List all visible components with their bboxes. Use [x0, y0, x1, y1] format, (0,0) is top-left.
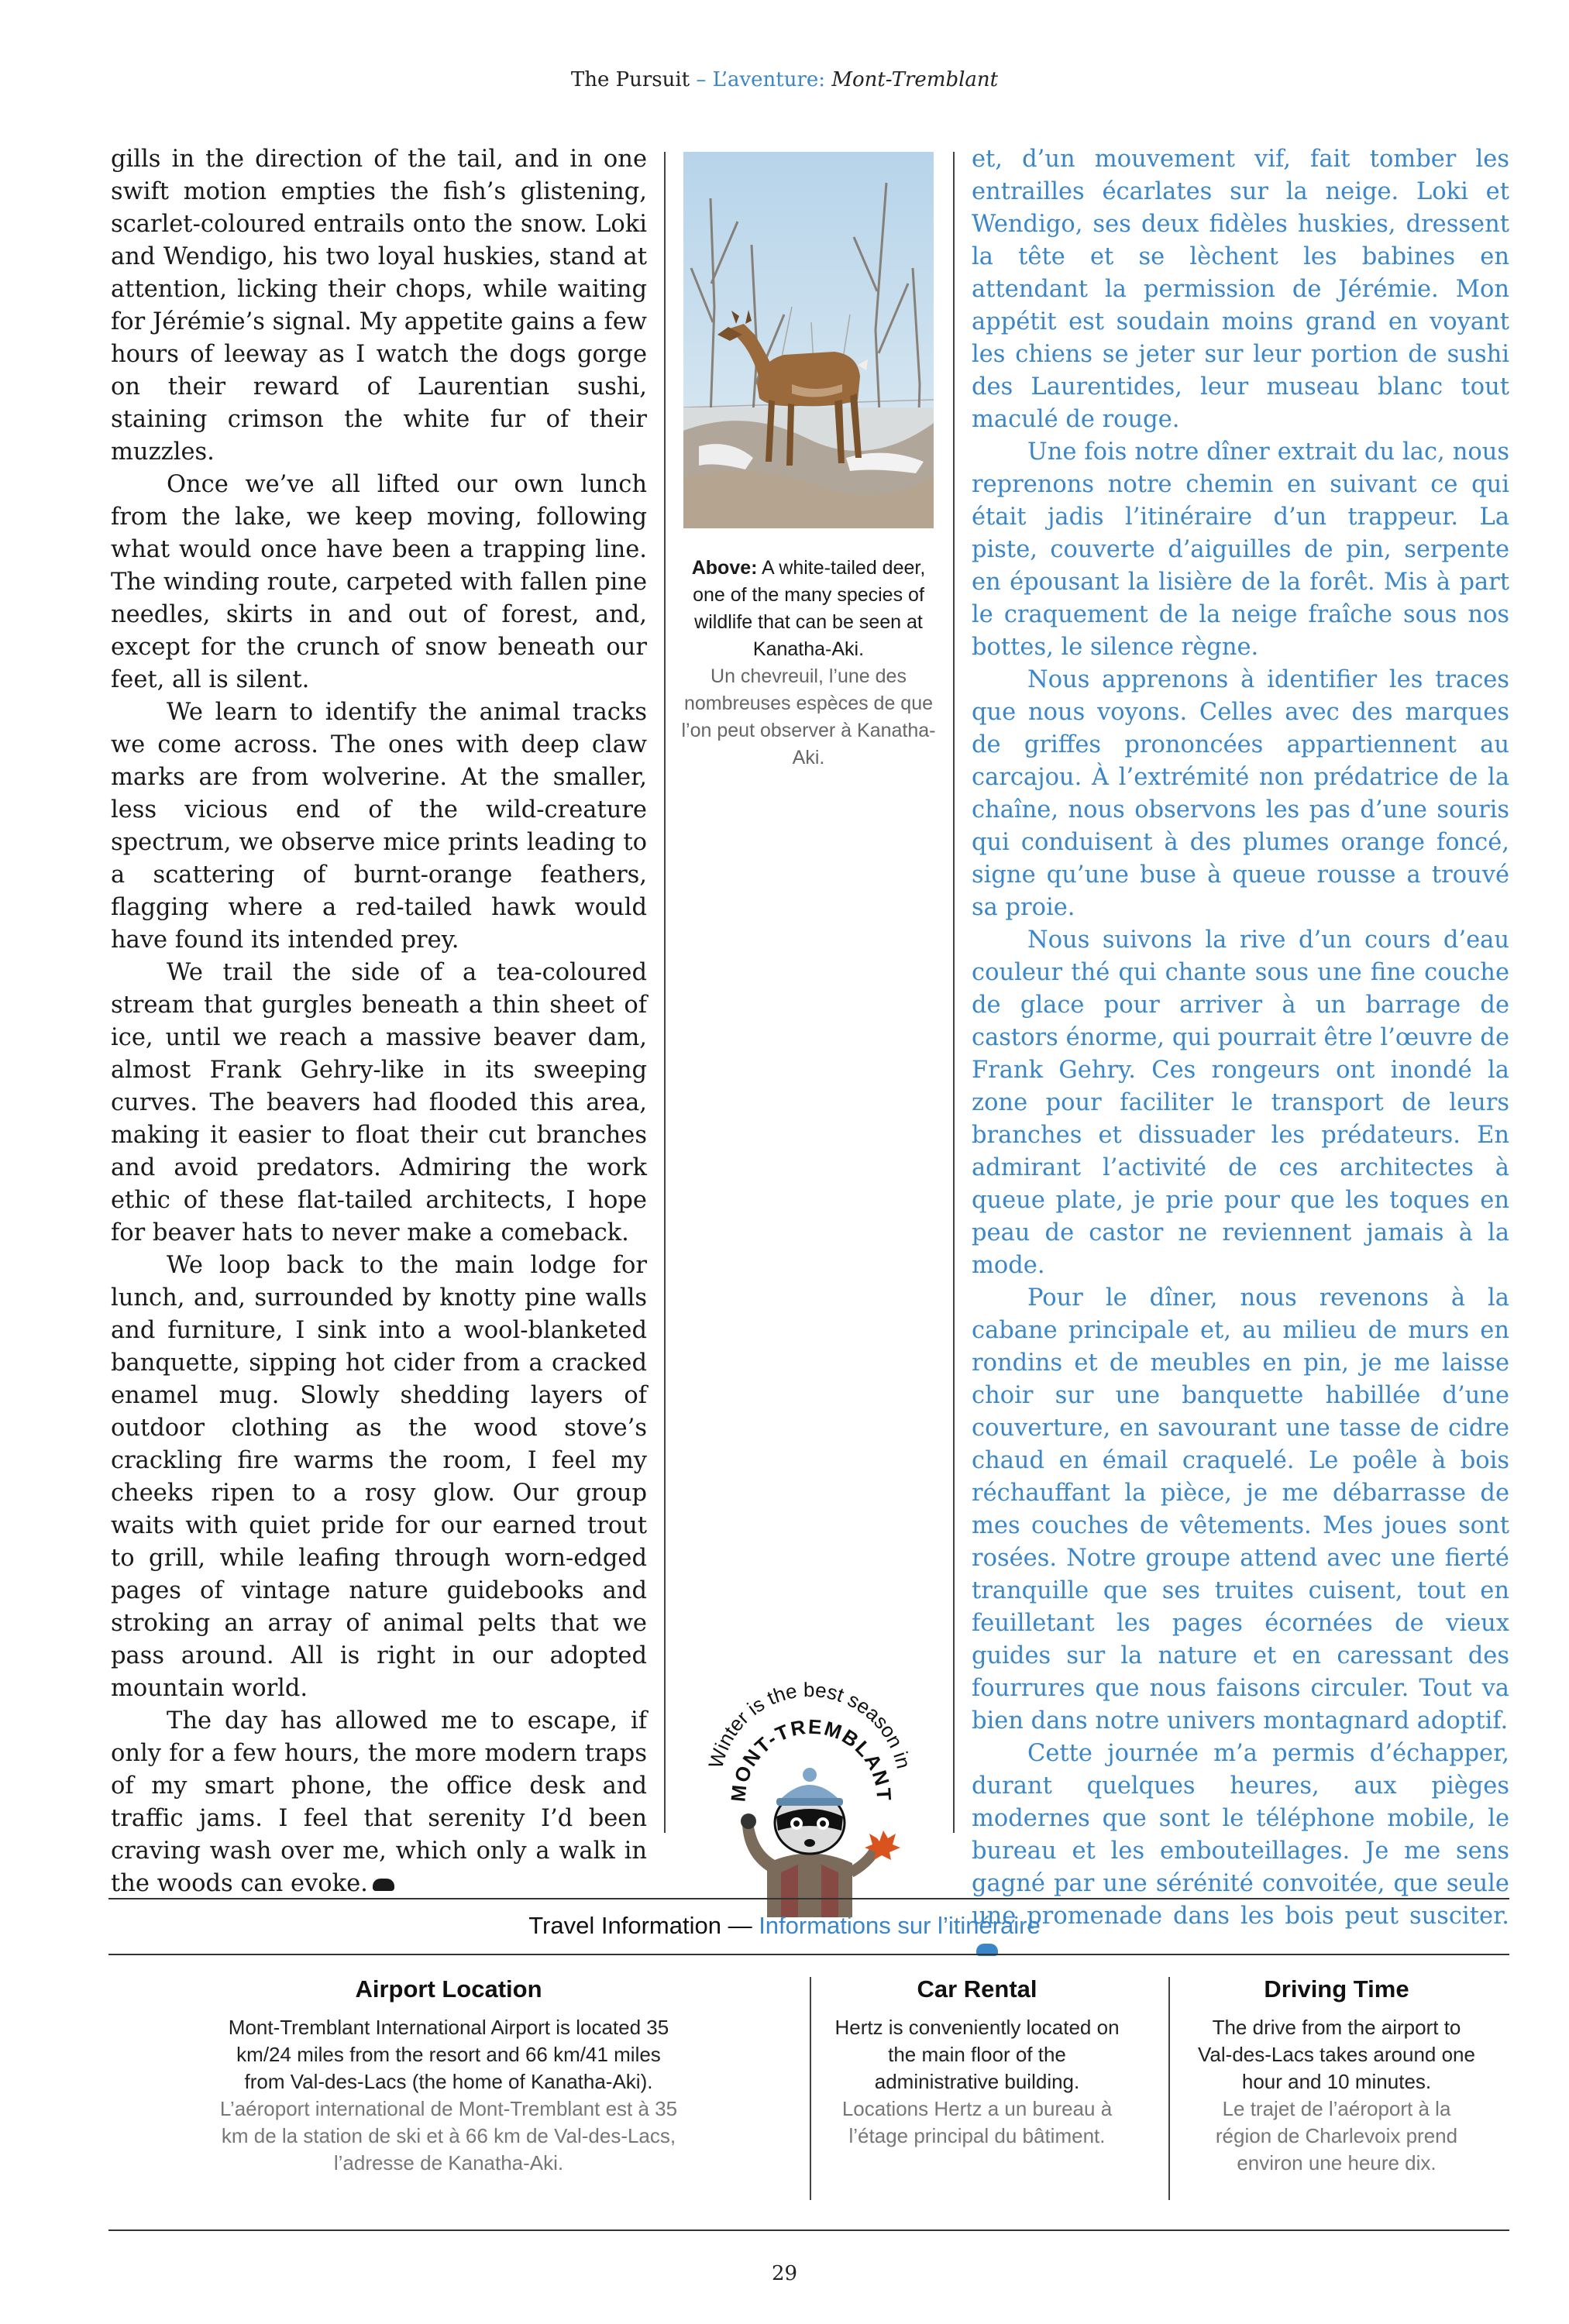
- info-text-en: The drive from the airport to Val-des-Lacs takes around one hour and 10 minutes.: [1198, 2016, 1475, 2093]
- info-text-fr: Locations Hertz a un bureau à l’étage principal du bâtiment.: [841, 2097, 1113, 2147]
- info-text-fr: L’aéroport international de Mont-Tremblant est à 35 km de la station de ski et à 66 km de Val-des-Lacs, l’adresse de Kanatha-Aki.: [219, 2097, 678, 2174]
- info-heading: Driving Time: [1264, 1975, 1409, 2003]
- running-head-title-en: The Pursuit: [570, 68, 690, 91]
- running-head-separator: –: [696, 68, 707, 91]
- info-car-rental: [834, 1975, 1120, 2150]
- article-en-paragraph: We trail the side of a tea-coloured stream that gurgles beneath a thin sheet of ice, until we reach a massive beaver dam, almost Frank Gehry-like in its sweeping curves. The beavers had flooded this area, making it easier to float their cut branches and avoid predators. Admiring the work ethic of these flat-tailed architects, I hope for beaver hats to never make a comeback.: [111, 959, 647, 1246]
- article-fr-paragraph: Nous suivons la rive d’un cours d’eau couleur thé qui chante sous une fine couche de glace pour arriver à un barrage de castors énorme, qui pourrait être l’œuvre de Frank Gehry. Ces rongeurs ont inondé la zone pour faciliter le transport de leurs branches et dissuader les prédateurs. En admirant l’activité de ces architectes à queue plate, je prie pour que les toques en peau de castor ne reviennent jamais à la mode.: [972, 927, 1509, 1279]
- article-en-paragraph: Once we’ve all lifted our own lunch from the lake, we keep moving, following what would once have been a trapping line. The winding route, carpeted with fallen pine needles, skirts in and out of forest, and, except for the crunch of snow beneath our feet, all is silent.: [111, 471, 647, 693]
- info-heading: Airport Location: [355, 1975, 542, 2003]
- info-divider: [1168, 1977, 1170, 2200]
- article-en-paragraph: We loop back to the main lodge for lunch, and, surrounded by knotty pine walls and furniture, I sink into a wool-blanketed banquette, sipping hot cider from a cracked enamel mug. Slowly shedding layers of outdoor clothing as the wood stove’s crackling fire warms the room, I feel my cheeks ripen to a rosy glow. Our group waits with quiet pride for our earned trout to grill, while leafing through worn-edged pages of vintage nature guidebooks and stroking an array of animal pelts that we pass around. All is right in our adopted mountain world.: [111, 1252, 647, 1702]
- info-text-fr: Le trajet de l’aéroport à la région de Charlevoix prend environ une heure dix.: [1215, 2097, 1458, 2174]
- info-heading: Car Rental: [917, 1975, 1037, 2003]
- travel-top-rule: [108, 1898, 1509, 1899]
- photo-caption-en: [680, 555, 937, 663]
- article-fr-paragraph: Nous apprenons à identifier les traces que nous voyons. Celles avec des marques de griffes prononcées appartiennent au carcajou. À l’extrémité non prédatrice de la chaîne, nous observons les pas d’une souris qui conduisent à des plumes orange foncé, signe qu’une buse à queue rousse a trouvé sa proie.: [972, 666, 1509, 921]
- article-fr-paragraph: et, d’un mouvement vif, fait tomber les entrailles écarlates sur la neige. Loki et Wendigo, ses deux fidèles huskies, dressent la tête et se lèchent les babines en attendant la permission de Jérémie. Mon appétit est soudain moins grand en voyant les chiens se jeter sur leur portion de sushi des Laurentides, leur museau blanc tout maculé de rouge.: [972, 146, 1509, 433]
- article-fr-paragraph: Pour le dîner, nous revenons à la cabane principale et, au milieu de murs en rondins et de meubles en pin, je me laisse choir sur une banquette habillée d’une couverture, en savourant une tasse de cidre chaud en émail craquelé. Le poêle à bois réchauffant la pièce, je me débarrasse de mes couches de vêtements. Mes joues sont rosées. Notre groupe attend avec une fierté tranquille que ses truites cuisent, tout en feuilletant les pages écornées de vieux guides sur la nature et en caressant des fourrures que nous faisons circuler. Tout va bien dans notre univers montagnard adoptif.: [972, 1284, 1509, 1734]
- travel-title-dash: —: [728, 1912, 752, 1939]
- info-airport-location: [218, 1975, 679, 2177]
- article-fr-paragraph: Une fois notre dîner extrait du lac, nous reprenons notre chemin en suivant ce qui était jadis l’itinéraire d’un trappeur. La piste, couverte d’aiguilles de pin, serpente en épousant la lisière de la forêt. Mis à part le craquement de la neige fraîche sous nos bottes, le silence règne.: [972, 438, 1509, 661]
- travel-bottom-rule: [108, 2229, 1509, 2231]
- article-fr-final-text: Cette journée m’a permis d’échapper, durant quelques heures, aux pièges modernes que sont le téléphone mobile, le bureau et les embouteillages. Je me sens gagné par une sérénité convoitée, que seule une promenade dans les bois peut susciter.: [972, 1740, 1509, 1930]
- badge-top-text: Winter is the best season in: [704, 1677, 916, 1771]
- page-number: 29: [771, 2262, 798, 2285]
- photo-caption-en-text: A white-tailed deer, one of the many species of wildlife that can be seen at Kanatha-Aki.: [693, 557, 926, 660]
- article-en-final-text: The day has allowed me to escape, if only for a few hours, the more modern traps of my smart phone, the office desk and traffic jams. I feel that serenity I’d been craving wash over me, which only a walk in the woods can evoke.: [111, 1707, 647, 1897]
- end-mark-icon: [373, 1879, 394, 1891]
- photo-caption: [680, 555, 937, 772]
- info-driving-time: [1193, 1975, 1480, 2177]
- article-en-paragraph-last: [111, 1705, 647, 1900]
- info-divider: [810, 1977, 811, 2200]
- photo-caption-label: Above:: [691, 557, 758, 579]
- travel-info-title: [0, 1912, 1569, 1940]
- info-text-en: Mont-Tremblant International Airport is located 35 km/24 miles from the resort and 66 km/41 miles from Val-des-Lacs (the home of Kanatha-Aki).: [228, 2016, 669, 2093]
- article-en-paragraph: We learn to identify the animal tracks we come across. The ones with deep claw marks are from wolverine. At the smaller, less vicious end of the wild-creature spectrum, we observe mice prints leading to a scattering of burnt-orange feathers, flagging where a red-tailed hawk would have found its intended prey.: [111, 699, 647, 954]
- travel-title-rule: [108, 1954, 1509, 1955]
- mascot-badge: [682, 1669, 938, 1917]
- info-text-en: Hertz is conveniently located on the main floor of the administrative building.: [834, 2016, 1120, 2093]
- photo-caption-fr: Un chevreuil, l’une des nombreuses espèces de que l’on peut observer à Kanatha-Aki.: [681, 665, 936, 768]
- column-divider-right: [953, 152, 955, 1833]
- travel-title-fr: Informations sur l’itinéraire: [759, 1912, 1041, 1939]
- article-english-column: [111, 143, 647, 1900]
- running-head: [0, 68, 1569, 91]
- article-en-paragraph: gills in the direction of the tail, and in one swift motion empties the fish’s glistening, scarlet-coloured entrails onto the snow. Loki and Wendigo, his two loyal huskies, stand at attention, licking their chops, while waiting for Jérémie’s signal. My appetite gains a few hours of leeway as I watch the dogs gorge on their reward of Laurentian sushi, staining crimson the white fur of their muzzles.: [111, 146, 647, 466]
- article-french-column: [972, 143, 1509, 1965]
- running-head-title-fr: L’aventure:: [712, 68, 826, 91]
- travel-title-en: Travel Information: [528, 1912, 721, 1939]
- running-head-place: Mont-Tremblant: [831, 68, 999, 91]
- column-divider-left: [664, 152, 666, 1833]
- badge-bottom-text: MONT-TREMBLANT: [726, 1714, 896, 1803]
- deer-photo: [683, 152, 934, 528]
